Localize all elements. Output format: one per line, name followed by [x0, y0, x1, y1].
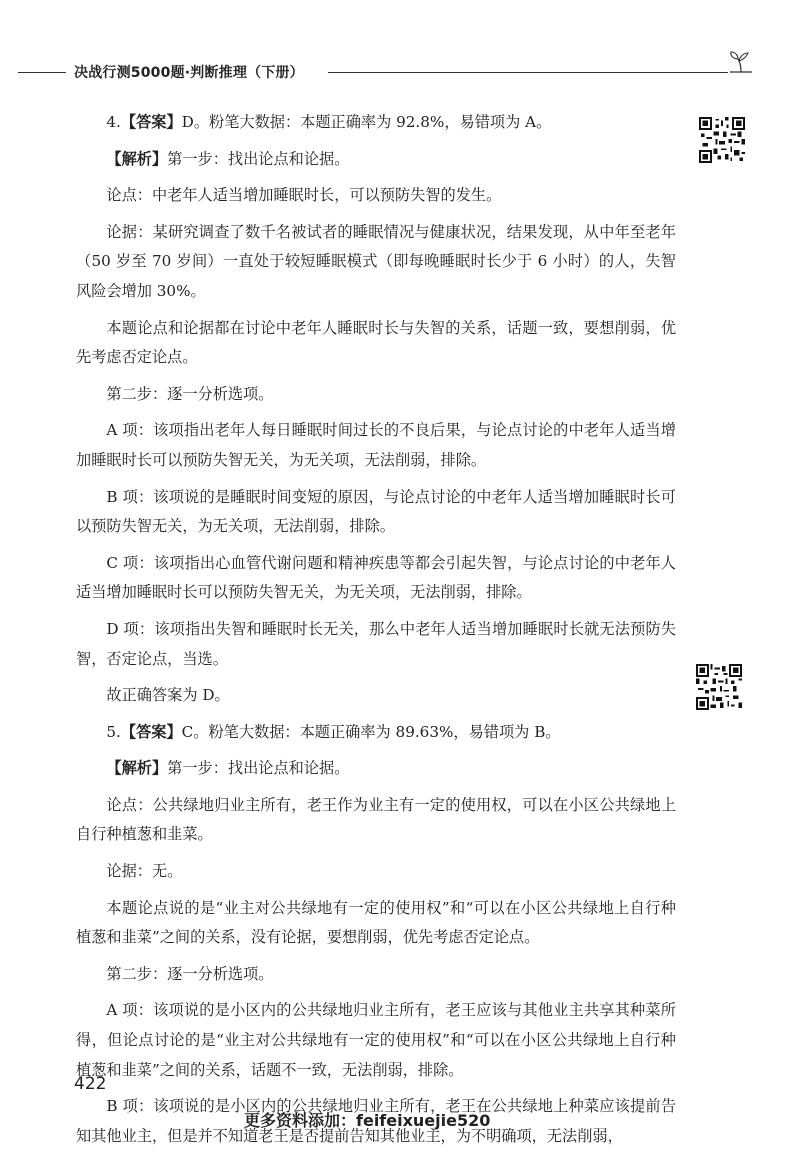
- q4-paragraph: 论点：中老年人适当增加睡眠时长，可以预防失智的发生。: [106, 186, 502, 205]
- sprout-icon: [726, 50, 756, 78]
- qr-code-q5: [696, 664, 742, 710]
- header-rule-left: [18, 72, 66, 73]
- q4-paragraph: 本题论点和论据都在讨论中老年人睡眠时长与失智的关系，话题一致，要想削弱，优先考虑否定论点。: [76, 318, 676, 367]
- page-number: 422: [74, 1074, 107, 1094]
- q4-analysis-tag: 【解析】: [106, 149, 168, 168]
- q5-analysis-line: [76, 754, 676, 784]
- footer-note: 更多资料添加：feifeixuejie520: [244, 1111, 491, 1130]
- q5-answer-text: C。粉笔大数据：本题正确率为 89.63%，易错项为 B。: [181, 722, 561, 741]
- q4-paragraph: 论据：某研究调查了数千名被试者的睡眠情况与健康状况，结果发现，从中年至老年（50 岁至 70 岁间）一直处于较短睡眠模式（即每晚睡眠时长少于 6 小时）的人，失智风险会增加 30%。: [76, 222, 676, 300]
- q5-paragraph: 本题论点说的是“业主对公共绿地有一定的使用权”和“可以在小区公共绿地上自行种植葱和韭菜”之间的关系，没有论据，要想削弱，优先考虑否定论点。: [76, 898, 676, 947]
- answer-explanations: [76, 108, 676, 1158]
- q4-analysis-line: [76, 145, 676, 175]
- header-title: 决战行测5000题·判断推理（下册）: [74, 65, 304, 81]
- q4-option-a: A 项：该项指出老年人每日睡眠时间过长的不良后果，与论点讨论的中老年人适当增加睡眠时长可以预防失智无关，为无关项，无法削弱，排除。: [76, 421, 676, 469]
- q5-paragraph: 第二步：逐一分析选项。: [106, 964, 274, 983]
- q4-option-d: D 项：该项指出失智和睡眠时长无关，那么中老年人适当增加睡眠时长就无法预防失智，否定论点，当选。: [76, 619, 676, 668]
- q5-analysis-step1: 第一步：找出论点和论据。: [167, 759, 350, 778]
- q5-option-b: B 项：该项说的是小区内的公共绿地归业主所有，老王在公共绿地上种菜应该提前告知其他业主，但是并不知道老王是否提前告知其他业主，为不明确项，无法削弱，: [76, 1097, 676, 1145]
- q5-option-a: A 项：该项说的是小区内的公共绿地归业主所有，老王应该与其他业主共享其种菜所得，但论点讨论的是“业主对公共绿地有一定的使用权”和“可以在小区公共绿地上自行种植葱和韭菜”之间的关系，话题不一致，无法削弱，排除。: [76, 1001, 676, 1079]
- q5-paragraph: 论据：无。: [106, 862, 183, 881]
- q5-answer-tag: 【答案】: [120, 722, 182, 741]
- header-rule-right: [328, 72, 728, 73]
- q4-answer-text: D。粉笔大数据：本题正确率为 92.8%，易错项为 A。: [181, 113, 552, 131]
- q5-paragraph: 论点：公共绿地归业主所有，老王作为业主有一定的使用权，可以在小区公共绿地上自行种植葱和韭菜。: [76, 795, 676, 844]
- q4-analysis-step1: 第一步：找出论点和论据。: [167, 149, 350, 168]
- q5-answer-line: [76, 718, 676, 748]
- q4-final: 故正确答案为 D。: [106, 686, 230, 705]
- q4-number: 4.: [106, 113, 121, 131]
- q4-answer-line: [76, 108, 676, 138]
- q4-option-c: C 项：该项指出心血管代谢问题和精神疾患等都会引起失智，与论点讨论的中老年人适当增加睡眠时长可以预防失智无关，为无关项，无法削弱，排除。: [76, 553, 676, 602]
- q4-option-b: B 项：该项说的是睡眠时间变短的原因，与论点讨论的中老年人适当增加睡眠时长可以预防失智无关，为无关项，无法削弱，排除。: [76, 487, 676, 536]
- q5-analysis-tag: 【解析】: [106, 759, 168, 778]
- q4-paragraph: 第二步：逐一分析选项。: [106, 384, 274, 403]
- q4-answer-tag: 【答案】: [120, 113, 182, 131]
- qr-code-q4: [699, 117, 745, 163]
- q5-number: 5.: [106, 722, 121, 741]
